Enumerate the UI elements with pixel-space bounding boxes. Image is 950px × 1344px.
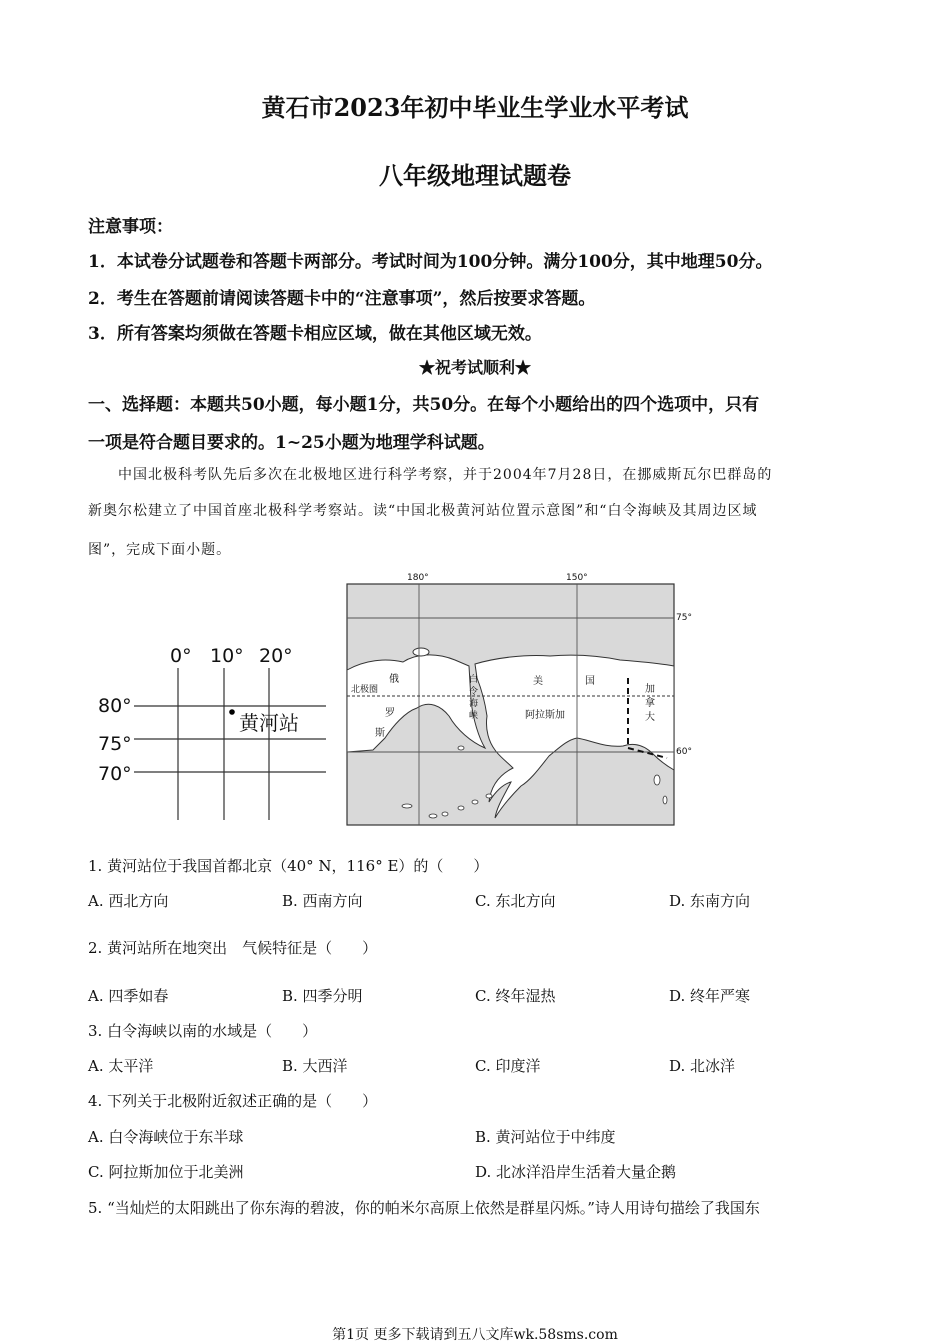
- island: [472, 800, 478, 804]
- lat-label-70: 70°: [98, 763, 132, 785]
- question-2-stem: 2. 黄河站所在地突出 气候特征是（ ）: [88, 939, 378, 957]
- island: [458, 806, 464, 810]
- island: [486, 794, 492, 798]
- q4-option-a: A. 白令海峡位于东半球: [88, 1128, 244, 1146]
- alaska-label: 阿拉斯加: [525, 710, 565, 721]
- q4-option-c: C. 阿拉斯加位于北美洲: [88, 1163, 244, 1181]
- wish-line: ★祝考试顺利★: [418, 358, 531, 377]
- strait-label-3: 海: [469, 699, 479, 709]
- lon-label-20: 20°: [259, 645, 293, 667]
- q3-option-c: C. 印度洋: [475, 1057, 541, 1075]
- island: [654, 775, 660, 785]
- island: [429, 814, 437, 818]
- notice-item-3: 3．所有答案均须做在答题卡相应区域，做在其他区域无效。: [88, 324, 542, 344]
- notice-item-1: 1．本试卷分试题卷和答题卡两部分。考试时间为100分钟。满分100分，其中地理50分。: [88, 252, 773, 272]
- wrangel-island: [413, 648, 429, 656]
- usa-label-2: 国: [585, 676, 595, 687]
- question-1-stem: 1. 黄河站位于我国首都北京（40° N，116° E）的（ ）: [88, 857, 489, 875]
- canada-label-3: 大: [645, 712, 655, 723]
- q1-option-a: A. 西北方向: [88, 892, 169, 910]
- top-label-180: 180°: [407, 573, 429, 583]
- russia-label-2: 罗: [385, 708, 395, 719]
- lat-label-80: 80°: [98, 695, 132, 717]
- right-label-75: 75°: [676, 613, 692, 623]
- page-footer: 第1页 更多下载请到五八文库wk.58sms.com: [332, 1327, 618, 1343]
- passage-line2: 新奥尔松建立了中国首座北极科学考察站。读“中国北极黄河站位置示意图”和“白令海峡及其周边区域: [88, 503, 758, 519]
- section-heading-line2: 一项是符合题目要求的。1~25小题为地理学科试题。: [88, 433, 495, 453]
- q1-option-c: C. 东北方向: [475, 892, 556, 910]
- huanghe-station-map: [92, 640, 337, 825]
- russia-label-1: 俄: [389, 674, 399, 685]
- q4-option-b: B. 黄河站位于中纬度: [475, 1128, 616, 1146]
- q1-option-b: B. 西南方向: [282, 892, 363, 910]
- canada-label-2: 拿: [645, 698, 655, 709]
- bering-strait-map: [345, 570, 700, 830]
- top-label-150: 150°: [566, 573, 588, 583]
- q4-option-d: D. 北冰洋沿岸生活着大量企鹅: [475, 1163, 677, 1181]
- q3-option-d: D. 北冰洋: [669, 1057, 736, 1075]
- passage-line3: 图”，完成下面小题。: [88, 542, 232, 558]
- lon-label-0: 0°: [170, 645, 192, 667]
- island: [458, 746, 464, 750]
- q2-option-d: D. 终年严寒: [669, 987, 751, 1005]
- strait-label-4: 峡: [469, 711, 479, 721]
- station-dot: [229, 709, 235, 715]
- exam-title: 黄石市2023年初中毕业生学业水平考试: [261, 93, 689, 122]
- strait-label-2: 令: [469, 687, 479, 697]
- exam-subtitle: 八年级地理试题卷: [379, 161, 571, 190]
- question-4-stem: 4. 下列关于北极附近叙述正确的是（ ）: [88, 1092, 378, 1110]
- notice-heading: 注意事项：: [88, 217, 173, 237]
- q3-option-b: B. 大西洋: [282, 1057, 348, 1075]
- q2-option-a: A. 四季如春: [88, 987, 169, 1005]
- q2-option-b: B. 四季分明: [282, 987, 363, 1005]
- island: [663, 796, 667, 804]
- q1-option-d: D. 东南方向: [669, 892, 751, 910]
- island: [402, 804, 412, 808]
- lat-label-75: 75°: [98, 733, 132, 755]
- usa-label-1: 美: [533, 676, 543, 687]
- lon-label-10: 10°: [210, 645, 244, 667]
- q3-option-a: A. 太平洋: [88, 1057, 154, 1075]
- section-heading-line1: 一、选择题：本题共50小题，每小题1分，共50分。在每个小题给出的四个选项中，只有: [88, 395, 760, 415]
- notice-item-2: 2．考生在答题前请阅读答题卡中的“注意事项”，然后按要求答题。: [88, 289, 596, 309]
- question-3-stem: 3. 白令海峡以南的水域是（ ）: [88, 1022, 318, 1040]
- station-label: 黄河站: [239, 711, 299, 735]
- russia-label-3: 斯: [375, 728, 385, 739]
- arctic-circle-label: 北极圈: [351, 685, 379, 695]
- strait-label-1: 白: [469, 675, 479, 685]
- right-label-60: 60°: [676, 747, 692, 757]
- island: [442, 812, 448, 816]
- passage-line1: 中国北极科考队先后多次在北极地区进行科学考察，并于2004年7月28日，在挪威斯瓦尔巴群岛的: [118, 467, 773, 483]
- question-5-stem: 5. “当灿烂的太阳跳出了你东海的碧波，你的帕米尔高原上依然是群星闪烁。”诗人用诗句描绘了我国东: [88, 1199, 760, 1217]
- q2-option-c: C. 终年湿热: [475, 987, 556, 1005]
- canada-label-1: 加: [645, 684, 655, 695]
